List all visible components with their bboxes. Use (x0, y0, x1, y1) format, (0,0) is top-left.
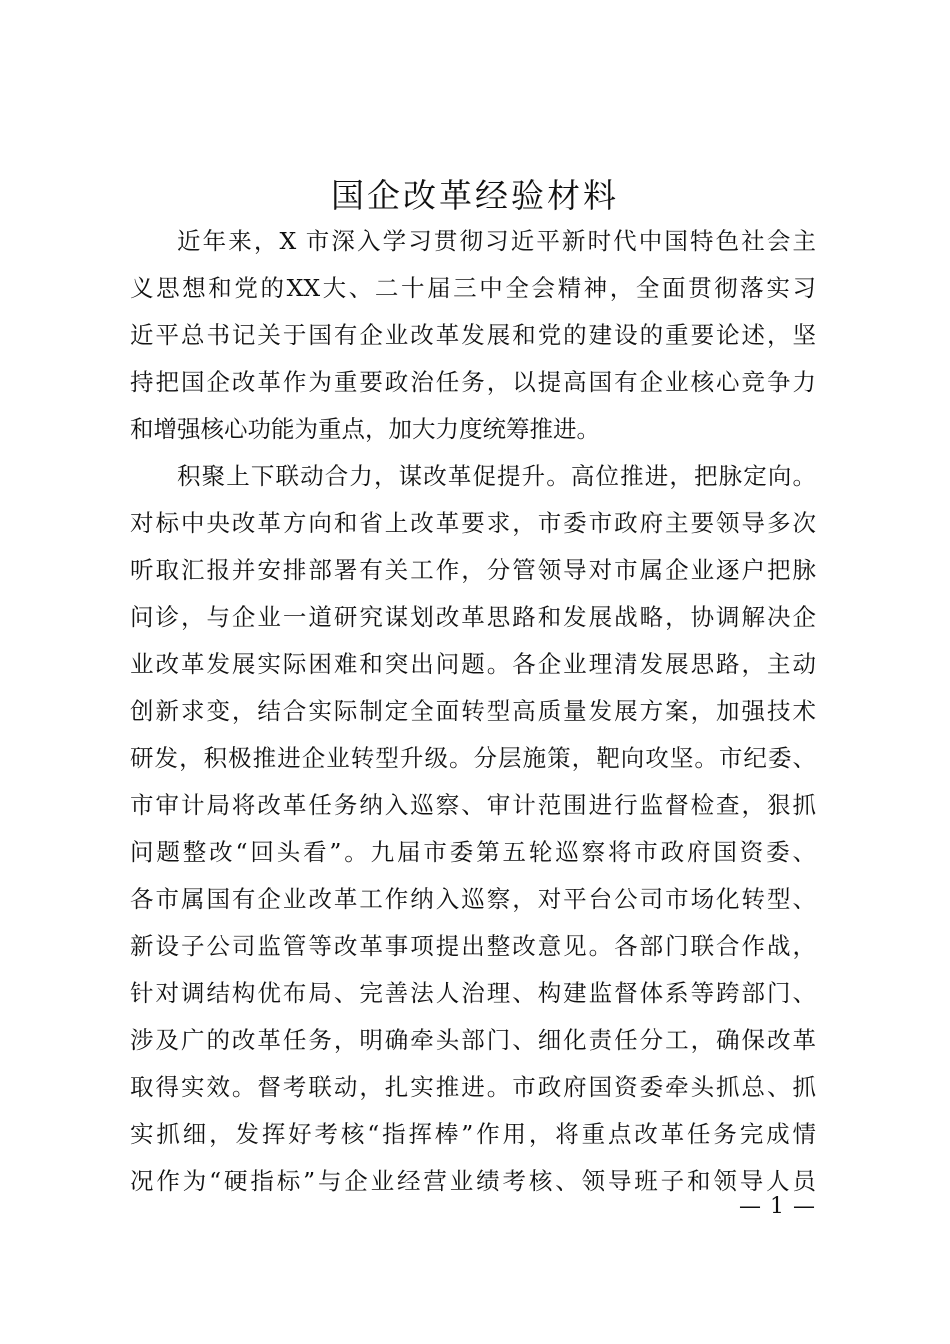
paragraph-line: 持把国企改革作为重要政治任务，以提高国有企业核心竞争力 (130, 368, 816, 396)
paragraph-line: 业改革发展实际困难和突出问题。各企业理清发展思路，主动 (130, 650, 816, 678)
paragraph-line: 近平总书记关于国有企业改革发展和党的建设的重要论述，坚 (130, 321, 816, 349)
paragraph-line: 各市属国有企业改革工作纳入巡察，对平台公司市场化转型、 (130, 885, 816, 913)
paragraph-line: 听取汇报并安排部署有关工作，分管领导对市属企业逐户把脉 (130, 556, 816, 584)
paragraph-line: 实抓细，发挥好考核“指挥棒”作用，将重点改革任务完成情 (130, 1120, 816, 1148)
paragraph-line: 取得实效。督考联动，扎实推进。市政府国资委牵头抓总、抓 (130, 1073, 816, 1101)
paragraph-line: 研发，积极推进企业转型升级。分层施策，靶向攻坚。市纪委、 (130, 744, 816, 772)
paragraph-line: 况作为“硬指标”与企业经营业绩考核、领导班子和领导人员 (130, 1167, 816, 1195)
paragraph-intro (130, 218, 816, 453)
paragraph-line: 和增强核心功能为重点，加大力度统筹推进。 (130, 415, 600, 443)
document-title: 国企改革经验材料 (331, 176, 619, 215)
paragraph-line: 积聚上下联动合力，谋改革促提升。高位推进，把脉定向。 (177, 462, 816, 490)
paragraph-line: 对标中央改革方向和省上改革要求，市委市政府主要领导多次 (130, 509, 816, 537)
paragraph-line: 涉及广的改革任务，明确牵头部门、细化责任分工，确保改革 (130, 1026, 816, 1054)
paragraph-line: 针对调结构优布局、完善法人治理、构建监督体系等跨部门、 (130, 979, 816, 1007)
paragraph-line: 新设子公司监管等改革事项提出整改意见。各部门联合作战， (130, 932, 816, 960)
paragraph-line: 市审计局将改革任务纳入巡察、审计范围进行监督检查，狠抓 (130, 791, 816, 819)
paragraph-line: 义思想和党的XX大、二十届三中全会精神，全面贯彻落实习 (130, 274, 816, 302)
paragraph-line: 近年来，X 市深入学习贯彻习近平新时代中国特色社会主 (177, 227, 816, 255)
paragraph-line: 创新求变，结合实际制定全面转型高质量发展方案，加强技术 (130, 697, 816, 725)
paragraph-line: 问题整改“回头看”。九届市委第五轮巡察将市政府国资委、 (130, 838, 816, 866)
paragraph-reform-linkage (130, 453, 816, 1205)
paragraph-line: 问诊，与企业一道研究谋划改革思路和发展战略，协调解决企 (130, 603, 816, 631)
page-number: — 1 — (739, 1194, 816, 1219)
